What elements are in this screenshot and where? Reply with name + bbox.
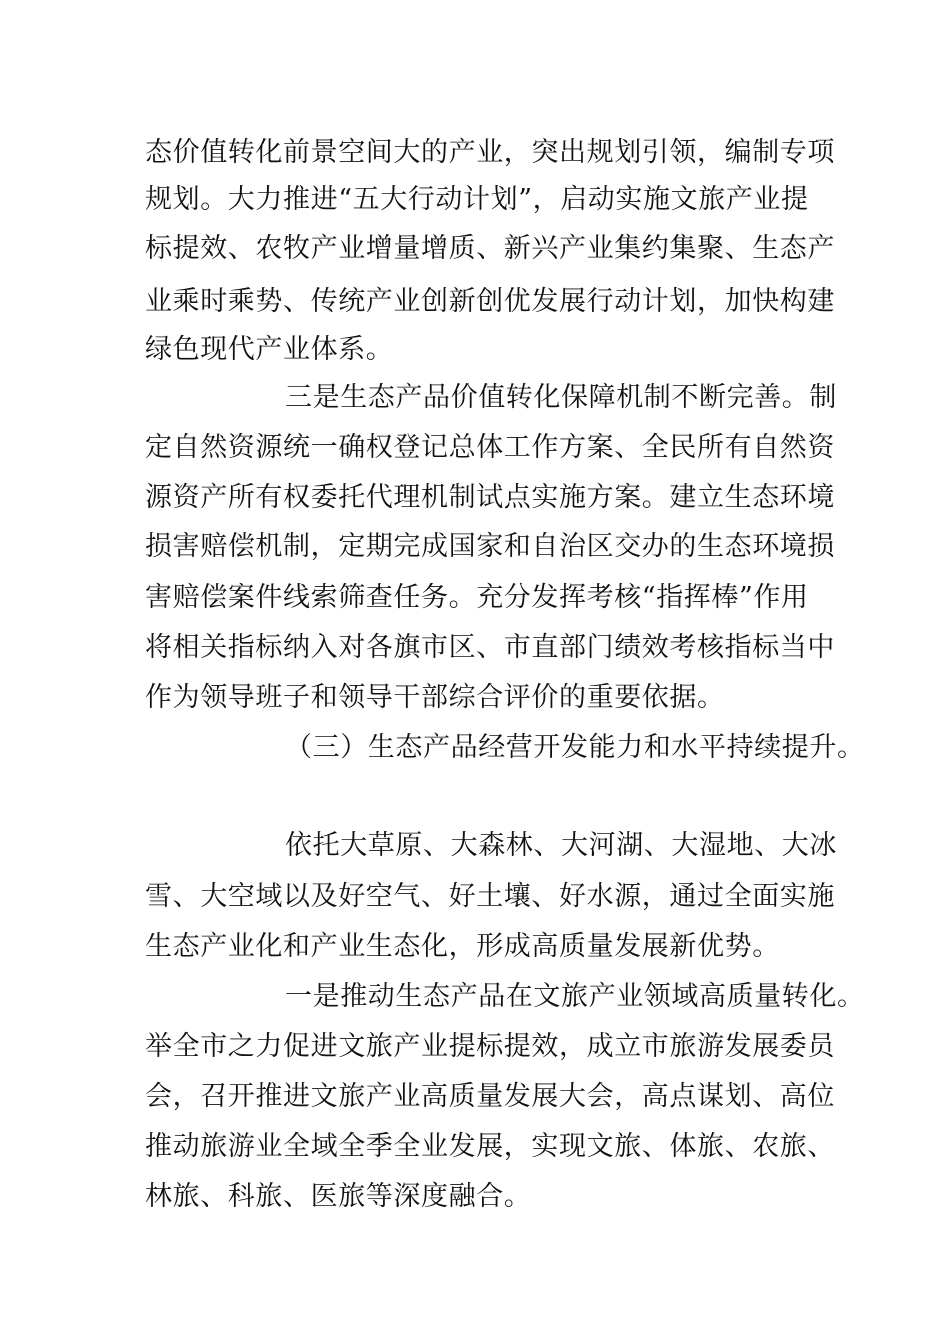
paragraph-3-line-1: 依托大草原、大森林、大河湖、大湿地、大冰 [285, 830, 837, 861]
paragraph-1-line-3: 标提效、农牧产业增量增质、新兴产业集约集聚、生态产 [145, 233, 835, 264]
paragraph-4-line-3: 会，召开推进文旅产业高质量发展大会，高点谋划、高位 [145, 1081, 835, 1112]
paragraph-4-line-2: 举全市之力促进文旅产业提标提效，成立市旅游发展委员 [145, 1031, 835, 1062]
paragraph-2-line-3: 源资产所有权委托代理机制试点实施方案。建立生态环境 [145, 482, 835, 513]
paragraph-3-line-3: 生态产业化和产业生态化，形成高质量发展新优势。 [145, 931, 780, 962]
paragraph-1-line-4: 业乘时乘势、传统产业创新创优发展行动计划，加快构建 [145, 286, 835, 317]
paragraph-3-line-2: 雪、大空域以及好空气、好土壤、好水源，通过全面实施 [145, 881, 835, 912]
paragraph-4-line-5: 林旅、科旅、医旅等深度融合。 [145, 1181, 532, 1212]
paragraph-4-line-4: 推动旅游业全域全季全业发展，实现文旅、体旅、农旅、 [145, 1131, 835, 1162]
paragraph-2-line-4: 损害赔偿机制，定期完成国家和自治区交办的生态环境损 [145, 531, 835, 562]
paragraph-2-line-7: 作为领导班子和领导干部综合评价的重要依据。 [145, 682, 725, 713]
paragraph-2-line-6: 将相关指标纳入对各旗市区、市直部门绩效考核指标当中 [145, 632, 835, 663]
paragraph-1-line-2: 规划。大力推进“五大行动计划”，启动实施文旅产业提 [145, 184, 809, 215]
paragraph-2-line-1: 三是生态产品价值转化保障机制不断完善。制 [285, 382, 837, 413]
paragraph-1-line-1: 态价值转化前景空间大的产业，突出规划引领，编制专项 [145, 137, 835, 168]
paragraph-2-line-2: 定自然资源统一确权登记总体工作方案、全民所有自然资 [145, 432, 835, 463]
section-heading: （三）生态产品经营开发能力和水平持续提升。 [285, 732, 865, 763]
paragraph-1-line-5: 绿色现代产业体系。 [145, 334, 394, 365]
paragraph-2-line-5: 害赔偿案件线索筛查任务。充分发挥考核“指挥棒”作用 [145, 582, 809, 613]
paragraph-4-line-1: 一是推动生态产品在文旅产业领域高质量转化。 [285, 981, 865, 1012]
